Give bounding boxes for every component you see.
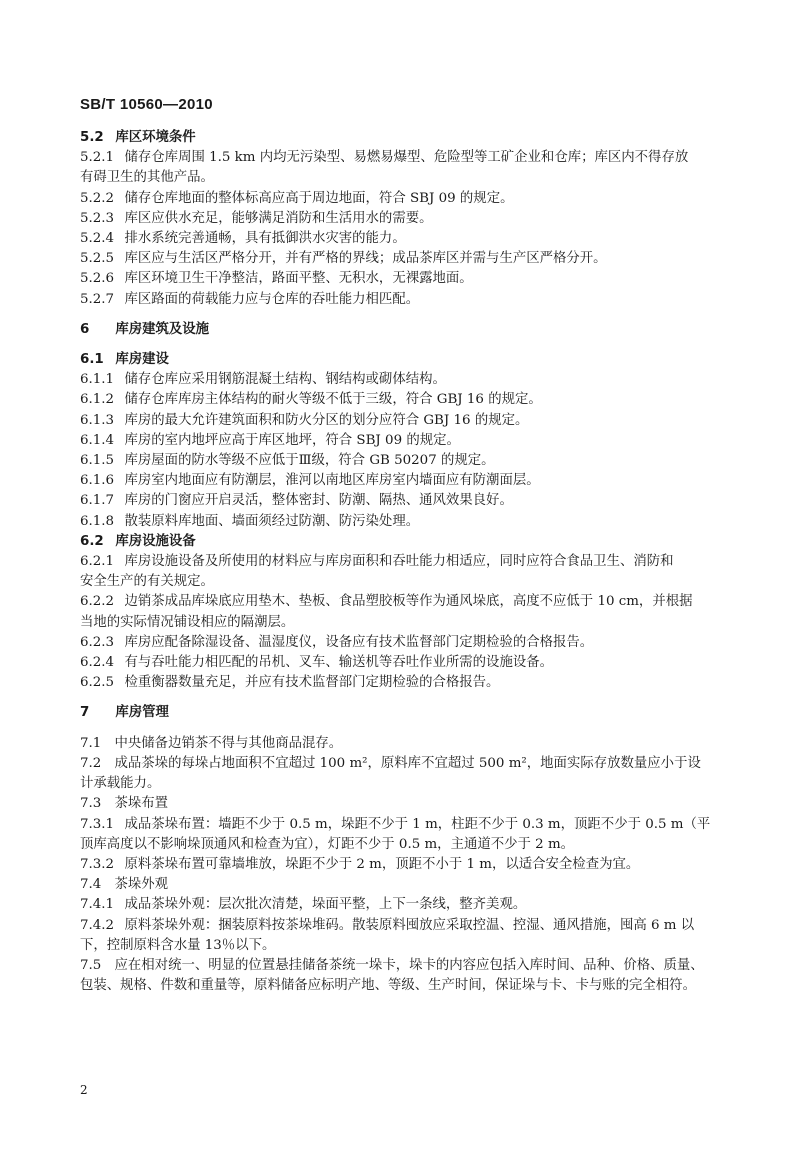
heading-text: 库房建设 — [115, 352, 169, 368]
clause-number: 6.1.2 — [80, 392, 115, 408]
section-heading — [80, 703, 740, 723]
clause-text: 库区环境卫生干净整洁，路面平整、无积水，无裸露地面。 — [124, 271, 473, 287]
clause-line — [80, 189, 740, 209]
clause-line — [80, 431, 740, 451]
section-heading — [80, 320, 740, 340]
clause-line — [80, 653, 740, 673]
clause-line — [80, 471, 740, 491]
heading-text: 库房建筑及设施 — [115, 321, 210, 337]
section-spacer — [80, 310, 740, 320]
paragraph-continuation — [80, 613, 740, 633]
clause-text: 成品茶垛外观：层次批次清楚，垛面平整，上下一条线，整齐美观。 — [124, 897, 527, 913]
heading-text: 库房管理 — [115, 705, 169, 721]
clause-text: 有碍卫生的其他产品。 — [80, 170, 214, 186]
document-body — [80, 128, 740, 996]
clause-number: 5.2 — [80, 130, 104, 145]
clause-text: 当地的实际情况铺设相应的隔潮层。 — [80, 614, 295, 630]
clause-line — [80, 815, 740, 835]
clause-text: 库区路面的荷载能力应与仓库的吞吐能力相匹配。 — [124, 291, 420, 307]
clause-number: 5.2.5 — [80, 251, 115, 267]
clause-text: 中央储备边销茶不得与其他商品混存。 — [114, 735, 343, 751]
clause-number: 7.3 — [80, 796, 102, 812]
paragraph-continuation — [80, 976, 740, 996]
clause-text: 库区应供水充足，能够满足消防和生活用水的需要。 — [124, 210, 433, 226]
clause-number: 5.2.2 — [80, 190, 115, 206]
clause-line — [80, 754, 740, 774]
clause-number: 7.3.1 — [80, 816, 115, 832]
clause-line — [80, 269, 740, 289]
clause-text: 茶垛布置 — [114, 796, 169, 812]
clause-text: 储存仓库应采用钢筋混凝土结构、钢结构或砌体结构。 — [124, 372, 446, 388]
clause-number: 7.4.1 — [80, 897, 115, 913]
clause-line — [80, 229, 740, 249]
clause-text: 茶垛外观 — [114, 877, 169, 893]
clause-line — [80, 451, 740, 471]
clause-number: 6.2.5 — [80, 675, 115, 691]
clause-number: 7.4 — [80, 877, 102, 893]
section-heading — [80, 532, 740, 552]
heading-text: 库区环境条件 — [115, 130, 196, 145]
section-spacer — [80, 693, 740, 703]
clause-line — [80, 633, 740, 653]
paragraph-continuation — [80, 936, 740, 956]
clause-text: 库房的门窗应开启灵活，整体密封、防潮、隔热、通风效果良好。 — [124, 493, 513, 509]
clause-line — [80, 592, 740, 612]
clause-number: 5.2.3 — [80, 210, 115, 226]
clause-number: 5.2.4 — [80, 231, 115, 247]
page-number: 2 — [80, 1083, 88, 1097]
paragraph-continuation — [80, 774, 740, 794]
clause-number: 6 — [80, 321, 90, 337]
clause-number: 6.2.4 — [80, 655, 115, 671]
clause-number: 6.2.1 — [80, 554, 115, 570]
paragraph-continuation — [80, 168, 740, 188]
clause-line — [80, 734, 740, 754]
clause-text: 库房室内地面应有防潮层，淮河以南地区库房室内墙面应有防潮面层。 — [124, 473, 540, 489]
clause-number: 7.2 — [80, 755, 102, 771]
clause-number: 6.2 — [80, 533, 104, 549]
clause-line — [80, 956, 740, 976]
clause-line — [80, 875, 740, 895]
clause-text: 排水系统完善通畅，具有抵御洪水灾害的能力。 — [124, 231, 406, 247]
clause-text: 有与吞吐能力相匹配的吊机、叉车、输送机等吞吐作业所需的设施设备。 — [124, 655, 554, 671]
clause-text: 库房应配备除湿设备、温湿度仪，设备应有技术监督部门定期检验的合格报告。 — [124, 634, 594, 650]
clause-line — [80, 370, 740, 390]
paragraph-continuation — [80, 835, 740, 855]
clause-number: 6.1.4 — [80, 432, 115, 448]
clause-number: 6.1.3 — [80, 412, 115, 428]
clause-number: 6.2.2 — [80, 594, 115, 610]
clause-text: 成品茶垛布置：墙距不少于 0.5 m，垛距不少于 1 m，柱距不少于 0.3 m，顶距不少于 0.5 m（平 — [124, 816, 711, 832]
clause-number: 7.5 — [80, 957, 102, 973]
clause-line — [80, 249, 740, 269]
clause-text: 包装、规格、件数和重量等，原料储备应标明产地、等级、生产时间，保证垛与卡、卡与账的完全相符。 — [80, 978, 696, 994]
clause-number: 5.2.1 — [80, 150, 115, 166]
clause-text: 库房设施设备及所使用的材料应与库房面积和吞吐能力相适应，同时应符合食品卫生、消防和 — [124, 554, 674, 570]
clause-text: 库区应与生活区严格分开，并有严格的界线；成品茶库区并需与生产区严格分开。 — [124, 251, 607, 267]
clause-number: 6.1.8 — [80, 513, 115, 529]
clause-number: 7.3.2 — [80, 856, 115, 872]
clause-text: 顶库高度以不影响垛顶通风和检查为宜），灯距不少于 0.5 m，主通道不少于 2 m。 — [80, 836, 575, 852]
clause-line — [80, 673, 740, 693]
section-heading — [80, 350, 740, 370]
clause-line — [80, 148, 740, 168]
clause-line — [80, 411, 740, 431]
clause-text: 成品茶垛的每垛占地面积不宜超过 100 m²，原料库不宜超过 500 m²，地面实际存放数量应小于设 — [114, 755, 701, 771]
clause-line — [80, 512, 740, 532]
clause-line — [80, 916, 740, 936]
document-code-header: SB/T 10560—2010 — [80, 96, 213, 113]
section-spacer — [80, 724, 740, 734]
clause-number: 5.2.6 — [80, 271, 115, 287]
section-heading — [80, 128, 740, 148]
clause-line — [80, 794, 740, 814]
clause-number: 5.2.7 — [80, 291, 115, 307]
clause-text: 下，控制原料含水量 13％以下。 — [80, 937, 276, 953]
clause-number: 6.2.3 — [80, 634, 115, 650]
clause-line — [80, 855, 740, 875]
clause-text: 计承载能力。 — [80, 776, 161, 792]
clause-line — [80, 895, 740, 915]
clause-number: 6.1.6 — [80, 473, 115, 489]
clause-text: 原料茶垛布置可靠墙堆放，垛距不少于 2 m，顶距不小于 1 m，以适合安全检查为宜。 — [124, 856, 640, 872]
clause-line — [80, 209, 740, 229]
paragraph-continuation — [80, 572, 740, 592]
clause-text: 应在相对统一、明显的位置悬挂储备茶统一垛卡，垛卡的内容应包括入库时间、品种、价格、质量、 — [114, 957, 704, 973]
clause-number: 6.1.5 — [80, 453, 115, 469]
clause-text: 库房屋面的防水等级不应低于Ⅲ级，符合 GB 50207 的规定。 — [124, 453, 495, 469]
clause-number: 6.1 — [80, 352, 104, 368]
clause-line — [80, 290, 740, 310]
clause-number: 6.1.7 — [80, 493, 115, 509]
clause-text: 储存仓库周围 1.5 km 内均无污染型、易燃易爆型、危险型等工矿企业和仓库；库区内不得存放 — [124, 150, 689, 166]
clause-text: 储存仓库地面的整体标高应高于周边地面，符合 SBJ 09 的规定。 — [124, 190, 514, 206]
clause-number: 7.1 — [80, 735, 102, 751]
heading-text: 库房设施设备 — [115, 533, 196, 549]
clause-text: 储存仓库库房主体结构的耐火等级不低于三级，符合 GBJ 16 的规定。 — [124, 392, 542, 408]
clause-text: 库房的最大允许建筑面积和防火分区的划分应符合 GBJ 16 的规定。 — [124, 412, 529, 428]
clause-number: 6.1.1 — [80, 372, 115, 388]
clause-text: 安全生产的有关规定。 — [80, 574, 214, 590]
clause-text: 原料茶垛外观：捆装原料按茶垛堆码。散装原料囤放应采取控温、控湿、通风措施，囤高 6 m 以 — [124, 917, 695, 933]
clause-text: 边销茶成品库垛底应用垫木、垫板、食品塑胶板等作为通风垛底，高度不应低于 10 cm，并根据 — [124, 594, 693, 610]
clause-number: 7.4.2 — [80, 917, 115, 933]
clause-line — [80, 491, 740, 511]
clause-line — [80, 552, 740, 572]
clause-number: 7 — [80, 705, 90, 721]
section-spacer — [80, 340, 740, 350]
clause-text: 检重衡器数量充足，并应有技术监督部门定期检验的合格报告。 — [124, 675, 500, 691]
clause-line — [80, 390, 740, 410]
clause-text: 散装原料库地面、墙面须经过防潮、防污染处理。 — [124, 513, 420, 529]
clause-text: 库房的室内地坪应高于库区地坪，符合 SBJ 09 的规定。 — [124, 432, 460, 448]
